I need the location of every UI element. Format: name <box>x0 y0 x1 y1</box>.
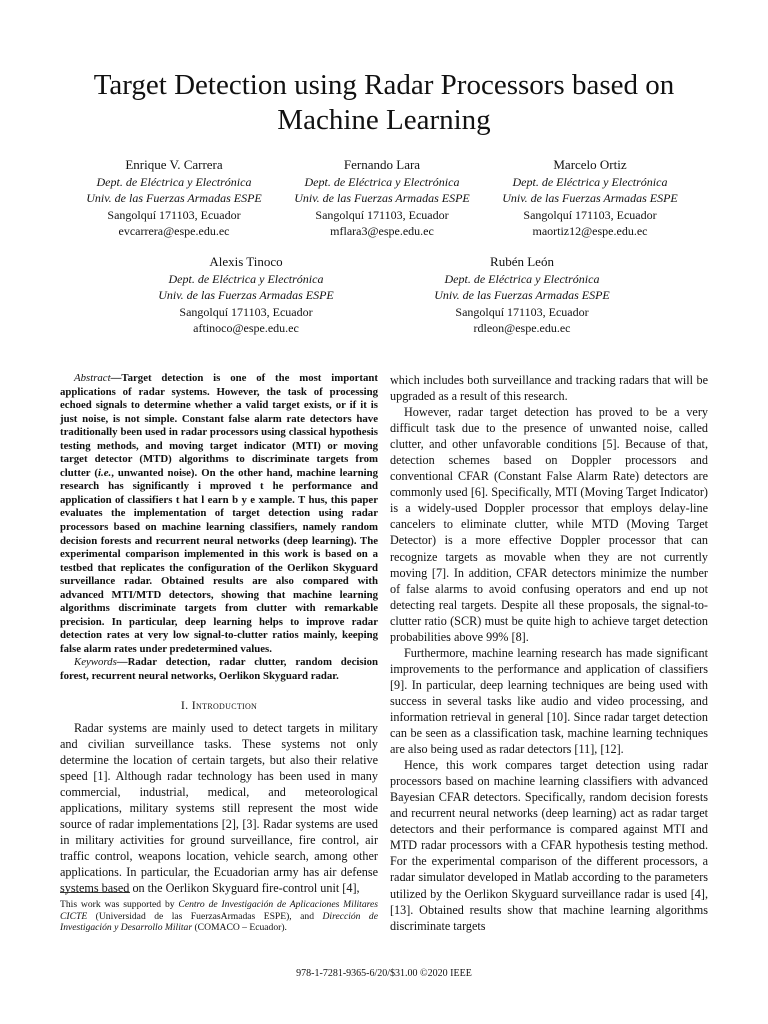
footnote-text-2: (Universidad de las FuerzasArmadas ESPE), and <box>87 910 323 922</box>
author-dept: Dept. de Eléctrica y Electrónica <box>444 272 600 286</box>
author-email: aftinoco@espe.edu.ec <box>193 320 299 335</box>
body-paragraph: which includes both surveillance and tracking radars that will be upgraded as a result of this research. <box>390 373 708 404</box>
author-name: Alexis Tinoco <box>209 254 283 269</box>
author-univ: Univ. de las Fuerzas Armadas ESPE <box>434 288 610 303</box>
footnote-text-3: (COMACO – Ecuador). <box>192 922 287 934</box>
left-column <box>60 372 378 896</box>
footnote-text-1: This work was supported by <box>60 899 179 910</box>
author-name: Fernando Lara <box>343 157 421 172</box>
footnote-org-2: Dirección de Investigación y Desarrollo Militar <box>60 910 378 934</box>
author-place: Sangolquí 171103, Ecuador <box>107 207 241 222</box>
footnote-org-1: Centro de Investigación de Aplicaciones Militares CICTE <box>60 899 378 922</box>
abstract-ie: i.e. <box>98 466 112 479</box>
body-paragraph: Furthermore, machine learning research has made significant improvements to the performance and application of classifiers [9]. In particular, deep learning techniques are being used with success in several tasks like audio and video processing, and information retrieval in general [10]. Since radar target detection can be seen as a classification task, machine learning techniques are also being used as radar detectors [11], [12]. <box>390 645 708 757</box>
author-place: Sangolquí 171103, Ecuador <box>315 207 449 222</box>
author-univ: Univ. de las Fuerzas Armadas ESPE <box>158 288 334 303</box>
keywords-label: Keywords <box>74 656 117 669</box>
keywords-text: —Radar detection, radar clutter, random decision forest, recurrent neural networks, Oerlikon Skyguard radar. <box>60 656 378 683</box>
author-dept: Dept. de Eléctrica y Electrónica <box>96 175 252 189</box>
author-dept: Dept. de Eléctrica y Electrónica <box>512 175 668 189</box>
abstract-text-2: , unwanted noise). On the other hand, machine learning research has significantly i mproved t he performance and application of classifiers t hat l earn b y e xample. T hus, this paper evaluates the implementation of target detection using radar processors based on machine learning classifiers, namely random decision forests and recurrent neural networks (deep learning). The experimental comparison implemented in this work is based on a testbed that replicates the configuration of the Oerlikon Skyguard surveillance radar. Obtained results are also compared with advanced MTI/MTD detectors, showing that machine learning algorithms discriminate targets from clutter with remarkable precision. In particular, deep learning helps to improve radar detection rates at very low signal-to-clutter ratios mainly, keeping false alarm rates under predetermined values. <box>60 466 379 655</box>
footnote <box>60 892 378 934</box>
author-email: mflara3@espe.edu.ec <box>330 223 434 238</box>
author-email: evcarrera@espe.edu.ec <box>118 223 230 238</box>
footnote-rule <box>60 892 130 893</box>
section-heading <box>60 697 378 713</box>
author-name: Rubén León <box>490 254 554 269</box>
author-dept: Dept. de Eléctrica y Electrónica <box>304 175 460 189</box>
abstract <box>60 372 378 656</box>
author-place: Sangolquí 171103, Ecuador <box>455 304 589 319</box>
body-paragraph: However, radar target detection has proved to be a very difficult task due to the presence of unwanted noise, called clutter, and other unfavorable conditions [5]. Because of that, detection schemes based on Doppler processors and conventional CFAR (Constant False Alarm Rate) detectors are commonly used [6]. Specifically, MTI (Moving Target Indicator) is a widely-used Doppler processor that employs delay-line cancelers to eliminate clutter, while MTD (Moving Target Detector) is a more effective Doppler processor that can recognize targets as movable when they are not currently moving [7]. In addition, CFAR detectors minimize the number of false alarms to avoid confusing operators and end up not detecting real targets. Despite all these proposals, the signal-to-clutter ratio (SCR) must be quite high to achieve target detection probabilities above 99% [8]. <box>390 405 708 644</box>
author-univ: Univ. de las Fuerzas Armadas ESPE <box>294 191 470 206</box>
body-paragraph: Hence, this work compares target detection using radar processors based on machine learning classifiers with advanced Bayesian CFAR detectors. Specifically, random decision forests and recurrent neural networks (deep learning) act as radar target detectors and their performance is compared against MTI and MTD radar processors with a CFAR hypothesis testing method. For the experimental comparison of the different processors, a radar simulator developed in Matlab according to the parameters utilized by the Oerlikon Skyguard surveillance radar is used [4], [13]. Obtained results show that machine learning algorithms discriminate targets <box>390 758 708 933</box>
author-email: maortiz12@espe.edu.ec <box>532 223 648 238</box>
keywords <box>60 656 378 683</box>
abstract-text-1: —Target detection is one of the most important applications of radar systems. However, the task of processing echoed signals to determine whether a valid target exists, or if it is just noise, is not simple. Constant false alarm rate detectors have traditionally been used in radar processors using classical hypothesis testing methods, and moving target indicator (MTI) or moving target detector (MTD) algorithms to discriminate targets from clutter ( <box>60 372 378 479</box>
right-column <box>390 372 708 934</box>
section-title: Introduction <box>191 697 258 712</box>
author-place: Sangolquí 171103, Ecuador <box>523 207 657 222</box>
author-name: Marcelo Ortiz <box>553 157 627 172</box>
author-univ: Univ. de las Fuerzas Armadas ESPE <box>86 191 262 206</box>
paper-title: Target Detection using Radar Processors based on Machine Learning <box>93 69 675 136</box>
abstract-label: Abstract <box>74 372 111 384</box>
author-place: Sangolquí 171103, Ecuador <box>179 304 313 319</box>
author-dept: Dept. de Eléctrica y Electrónica <box>168 272 324 286</box>
intro-paragraph: Radar systems are mainly used to detect targets in military and civilian surveillance tasks. These systems not only determine the location of certain targets, but also their relative speed [1]. Although radar technology has been used in many commercial, industrial, medical, and meteorological applications, military systems still represent the most wide source of radar implementations [2], [3]. Radar systems are used in military activities for ground surveillance, fire control, air traffic control, weapons location, vehicle search, among other applications. In particular, the Ecuadorian army has air defense systems based on the Oerlikon Skyguard fire-control unit [4], <box>60 720 378 896</box>
author-email: rdleon@espe.edu.ec <box>473 320 571 335</box>
section-numeral: I. <box>180 697 189 712</box>
author-name: Enrique V. Carrera <box>125 157 223 172</box>
author-univ: Univ. de las Fuerzas Armadas ESPE <box>502 191 678 206</box>
copyright-line: 978-1-7281-9365-6/20/$31.00 ©2020 IEEE <box>296 968 472 979</box>
